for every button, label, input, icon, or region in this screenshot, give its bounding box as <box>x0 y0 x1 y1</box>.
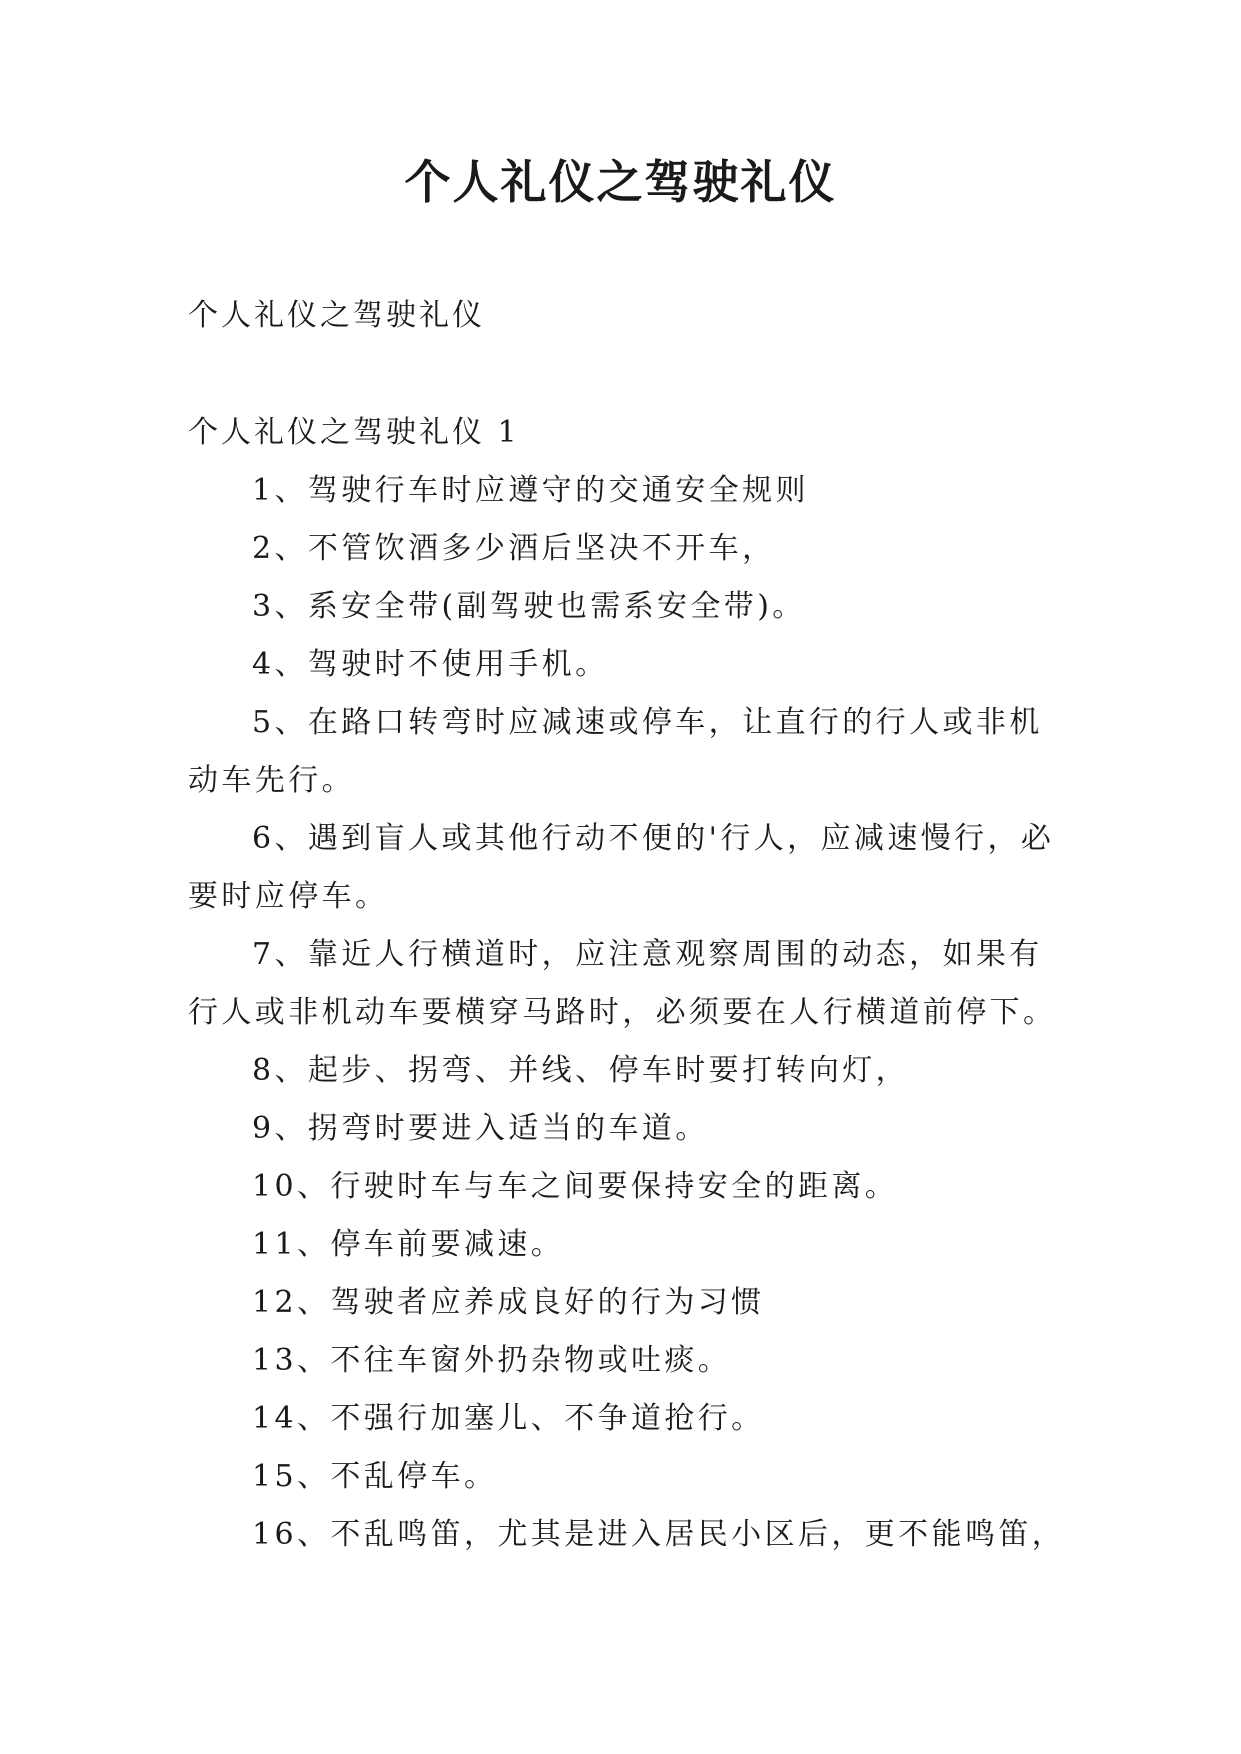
list-item: 12、驾驶者应养成良好的行为习惯 <box>252 1285 765 1320</box>
page-title: 个人礼仪之驾驶礼仪 <box>404 155 837 209</box>
list-item: 15、不乱停车。 <box>252 1459 498 1494</box>
list-item: 8、起步、拐弯、并线、停车时要打转向灯， <box>252 1053 910 1088</box>
list-item: 7、靠近人行横道时，应注意观察周围的动态，如果有行人或非机动车要横穿马路时，必须要在人行横道前停下。 <box>188 937 1057 1030</box>
etiquette-list <box>188 462 1070 1564</box>
list-item: 16、不乱鸣笛，尤其是进入居民小区后，更不能鸣笛， <box>252 1517 1066 1552</box>
list-item: 11、停车前要减速。 <box>252 1227 565 1262</box>
list-item: 5、在路口转弯时应减速或停车，让直行的行人或非机动车先行。 <box>188 705 1043 798</box>
list-item: 10、行驶时车与车之间要保持安全的距离。 <box>252 1169 899 1204</box>
list-item: 14、不强行加塞儿、不争道抢行。 <box>252 1401 765 1436</box>
list-item: 2、不管饮酒多少酒后坚决不开车， <box>252 531 776 566</box>
section-heading: 个人礼仪之驾驶礼仪 1 <box>188 415 520 450</box>
list-item: 3、系安全带(副驾驶也需系安全带)。 <box>252 589 806 624</box>
document-subtitle: 个人礼仪之驾驶礼仪 <box>188 298 485 333</box>
list-item: 6、遇到盲人或其他行动不便的'行人，应减速慢行，必要时应停车。 <box>188 821 1055 914</box>
list-item: 1、驾驶行车时应遵守的交通安全规则 <box>252 473 809 508</box>
list-item: 9、拐弯时要进入适当的车道。 <box>252 1111 709 1146</box>
list-item: 13、不往车窗外扔杂物或吐痰。 <box>252 1343 732 1378</box>
list-item: 4、驾驶时不使用手机。 <box>252 647 609 682</box>
